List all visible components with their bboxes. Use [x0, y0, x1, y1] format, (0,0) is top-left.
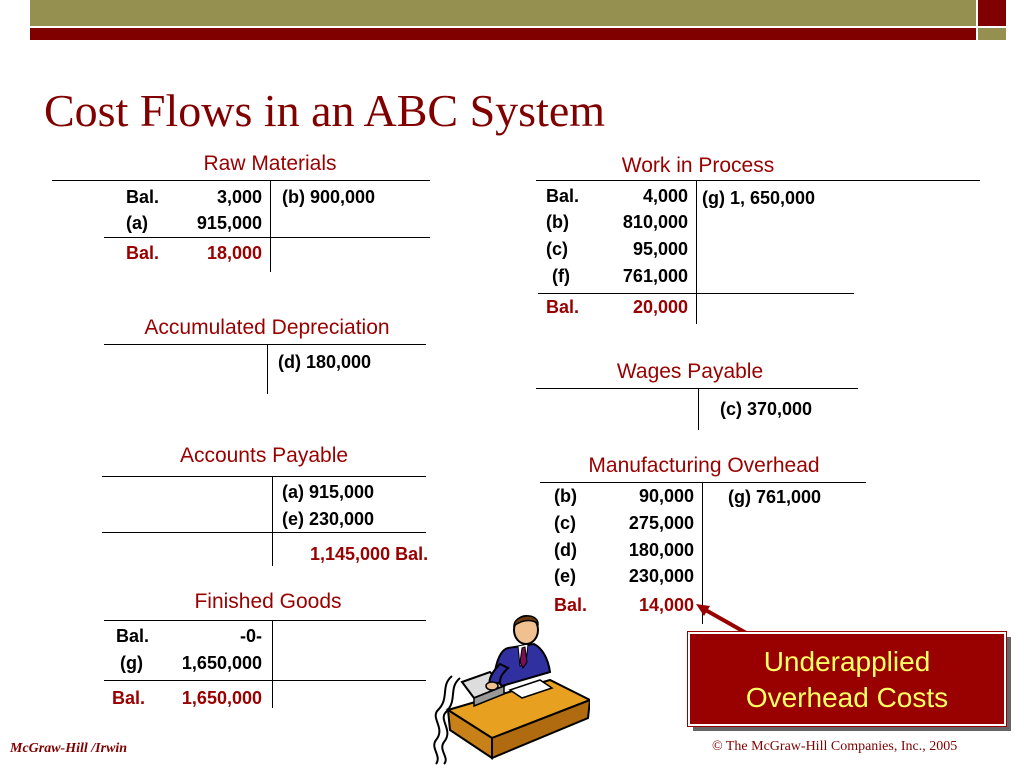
balance-amount: 20,000 [632, 297, 688, 317]
balance-rule [104, 237, 430, 238]
debit-amount: 275,000 [628, 513, 694, 533]
t-top-rule [104, 620, 426, 621]
account-title: Work in Process [621, 154, 775, 177]
account-title: Wages Payable [616, 360, 764, 383]
callout-line-2: Overhead Costs [745, 682, 949, 713]
debit-label: (e) [554, 566, 576, 586]
debit-label: (b) [546, 212, 569, 232]
corner-square-olive [978, 28, 1006, 40]
t-top-rule [536, 388, 858, 389]
debit-label: (b) [554, 486, 577, 506]
debit-amount: 95,000 [632, 239, 688, 259]
t-center-rule [272, 476, 273, 566]
header-rule [30, 28, 976, 40]
underapplied-overhead-callout [688, 632, 1006, 726]
debit-label: (a) [126, 213, 148, 233]
publisher-footer: McGraw-Hill /Irwin [10, 741, 128, 756]
account-title: Raw Materials [203, 152, 337, 175]
debit-amount: 90,000 [638, 486, 694, 506]
debit-amount: 230,000 [628, 566, 694, 586]
debit-label: Bal. [116, 626, 150, 646]
debit-amount: 761,000 [622, 266, 688, 286]
credit-entry: (e) 230,000 [282, 509, 375, 529]
balance-rule [538, 293, 854, 294]
credit-entry: (b) 900,000 [282, 187, 376, 207]
account-title: Accumulated Depreciation [144, 316, 390, 339]
t-top-rule [540, 482, 866, 483]
callout-line-1: Underapplied [763, 646, 931, 677]
debit-label: (c) [554, 513, 576, 533]
balance-label: Bal. [126, 243, 160, 263]
account-title: Finished Goods [194, 590, 342, 613]
debit-amount: 810,000 [622, 212, 688, 232]
credit-entry: (d) 180,000 [278, 352, 372, 372]
account-title: Manufacturing Overhead [588, 454, 820, 477]
debit-label: (c) [546, 239, 568, 259]
account-title: Accounts Payable [179, 444, 349, 467]
balance-label: Bal. [546, 297, 580, 317]
accountant-clipart [430, 606, 590, 766]
copyright-footer: © The McGraw-Hill Companies, Inc., 2005 [712, 739, 958, 754]
t-center-rule [696, 180, 697, 324]
debit-amount: 4,000 [642, 186, 688, 206]
balance-entry: 1,145,000 Bal. [310, 544, 429, 564]
debit-label: (f) [552, 266, 570, 286]
t-center-rule [698, 388, 699, 430]
t-top-rule [102, 476, 426, 477]
balance-label: Bal. [112, 688, 146, 708]
debit-label: Bal. [546, 186, 580, 206]
credit-entry: (g) 1, 650,000 [702, 188, 816, 208]
t-top-rule [52, 180, 430, 181]
debit-amount: -0- [240, 626, 262, 646]
debit-amount: 1,650,000 [181, 653, 262, 673]
t-top-rule [104, 344, 426, 345]
t-top-rule [536, 180, 980, 181]
debit-label: (d) [554, 540, 577, 560]
slide-title: Cost Flows in an ABC System [44, 85, 606, 136]
t-center-rule [272, 620, 273, 708]
balance-amount: 1,650,000 [181, 688, 262, 708]
debit-label: Bal. [126, 187, 160, 207]
debit-amount: 3,000 [216, 187, 262, 207]
balance-label: Bal. [554, 595, 588, 615]
debit-amount: 180,000 [628, 540, 694, 560]
debit-amount: 915,000 [196, 213, 262, 233]
balance-amount: 14,000 [638, 595, 694, 615]
corner-square-maroon [978, 0, 1006, 26]
credit-entry: (c) 370,000 [720, 399, 813, 419]
balance-rule [102, 532, 426, 533]
t-center-rule [267, 344, 268, 394]
header-band [30, 0, 976, 26]
callout-text [690, 644, 1004, 716]
credit-entry: (a) 915,000 [282, 482, 375, 502]
balance-amount: 18,000 [206, 243, 262, 263]
t-center-rule [270, 180, 271, 272]
balance-rule [104, 680, 426, 681]
debit-label: (g) [120, 653, 143, 673]
credit-entry: (g) 761,000 [728, 487, 822, 507]
